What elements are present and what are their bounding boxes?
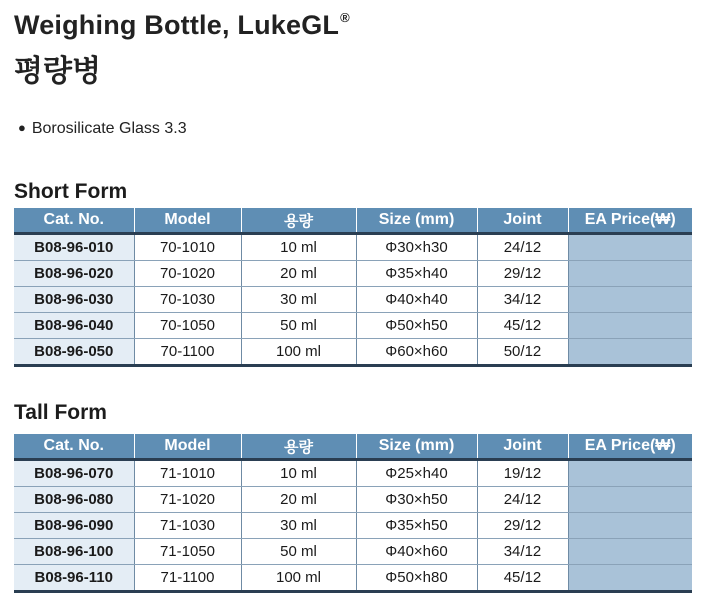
cell-ea-price <box>568 487 692 513</box>
table-header-row <box>14 434 692 460</box>
cell-size: Φ50×h80 <box>356 565 477 592</box>
cell-ea-price <box>568 513 692 539</box>
cell-size: Φ40×h60 <box>356 539 477 565</box>
cell-joint: 45/12 <box>477 313 568 339</box>
cell-model: 71-1100 <box>134 565 241 592</box>
cell-ea-price <box>568 313 692 339</box>
table-row <box>14 487 692 513</box>
cell-cat-no: B08-96-010 <box>14 234 134 261</box>
cell-cat-no: B08-96-070 <box>14 460 134 487</box>
cell-cat-no: B08-96-110 <box>14 565 134 592</box>
bullet-icon: ● <box>18 120 26 135</box>
feature-text: Borosilicate Glass 3.3 <box>31 120 187 137</box>
cell-model: 70-1020 <box>134 261 241 287</box>
cell-cat-no: B08-96-040 <box>14 313 134 339</box>
cell-size: Φ40×h40 <box>356 287 477 313</box>
cell-capacity: 20 ml <box>241 261 356 287</box>
table-row <box>14 234 692 261</box>
header-capacity: 용량 <box>241 208 356 234</box>
header-cat-no: Cat. No. <box>14 208 134 234</box>
short-form-title: Short Form <box>14 180 128 203</box>
table-row <box>14 261 692 287</box>
cell-ea-price <box>568 261 692 287</box>
header-joint: Joint <box>477 208 568 234</box>
cell-cat-no: B08-96-100 <box>14 539 134 565</box>
table-row <box>14 287 692 313</box>
cell-cat-no: B08-96-020 <box>14 261 134 287</box>
cell-joint: 24/12 <box>477 487 568 513</box>
cell-capacity: 50 ml <box>241 313 356 339</box>
cell-ea-price <box>568 287 692 313</box>
table-row <box>14 539 692 565</box>
registered-mark: ® <box>340 10 350 25</box>
cell-joint: 45/12 <box>477 565 568 592</box>
short-form-table <box>14 208 692 367</box>
feature-item <box>18 120 187 138</box>
cell-ea-price <box>568 539 692 565</box>
table-row <box>14 565 692 592</box>
cell-model: 71-1010 <box>134 460 241 487</box>
page-title <box>14 10 350 41</box>
cell-model: 70-1100 <box>134 339 241 366</box>
cell-capacity: 30 ml <box>241 513 356 539</box>
cell-size: Φ50×h50 <box>356 313 477 339</box>
cell-ea-price <box>568 234 692 261</box>
cell-joint: 29/12 <box>477 513 568 539</box>
cell-model: 70-1010 <box>134 234 241 261</box>
table-row <box>14 313 692 339</box>
table-row <box>14 460 692 487</box>
table-header-row <box>14 208 692 234</box>
cell-model: 70-1030 <box>134 287 241 313</box>
cell-capacity: 100 ml <box>241 339 356 366</box>
cell-size: Φ35×h40 <box>356 261 477 287</box>
cell-joint: 24/12 <box>477 234 568 261</box>
cell-model: 71-1050 <box>134 539 241 565</box>
cell-model: 71-1030 <box>134 513 241 539</box>
header-cat-no: Cat. No. <box>14 434 134 460</box>
cell-ea-price <box>568 339 692 366</box>
tall-form-table <box>14 434 692 593</box>
header-size: Size (mm) <box>356 434 477 460</box>
table-row <box>14 339 692 366</box>
page-subtitle-korean: 평량병 <box>14 54 101 89</box>
cell-model: 70-1050 <box>134 313 241 339</box>
cell-capacity: 10 ml <box>241 460 356 487</box>
table-row <box>14 513 692 539</box>
header-model: Model <box>134 208 241 234</box>
cell-joint: 50/12 <box>477 339 568 366</box>
cell-cat-no: B08-96-090 <box>14 513 134 539</box>
cell-joint: 29/12 <box>477 261 568 287</box>
cell-cat-no: B08-96-050 <box>14 339 134 366</box>
cell-joint: 19/12 <box>477 460 568 487</box>
cell-joint: 34/12 <box>477 539 568 565</box>
cell-capacity: 50 ml <box>241 539 356 565</box>
title-text: Weighing Bottle, LukeGL <box>14 10 340 40</box>
cell-ea-price <box>568 460 692 487</box>
cell-size: Φ30×h30 <box>356 234 477 261</box>
cell-cat-no: B08-96-030 <box>14 287 134 313</box>
cell-capacity: 20 ml <box>241 487 356 513</box>
cell-joint: 34/12 <box>477 287 568 313</box>
cell-model: 71-1020 <box>134 487 241 513</box>
tall-form-title: Tall Form <box>14 401 107 424</box>
cell-size: Φ35×h50 <box>356 513 477 539</box>
cell-capacity: 10 ml <box>241 234 356 261</box>
header-model: Model <box>134 434 241 460</box>
cell-capacity: 30 ml <box>241 287 356 313</box>
cell-cat-no: B08-96-080 <box>14 487 134 513</box>
header-ea-price: EA Price(₩) <box>568 434 692 460</box>
cell-size: Φ60×h60 <box>356 339 477 366</box>
header-joint: Joint <box>477 434 568 460</box>
header-size: Size (mm) <box>356 208 477 234</box>
cell-capacity: 100 ml <box>241 565 356 592</box>
header-ea-price: EA Price(₩) <box>568 208 692 234</box>
header-capacity: 용량 <box>241 434 356 460</box>
cell-size: Φ30×h50 <box>356 487 477 513</box>
cell-size: Φ25×h40 <box>356 460 477 487</box>
cell-ea-price <box>568 565 692 592</box>
